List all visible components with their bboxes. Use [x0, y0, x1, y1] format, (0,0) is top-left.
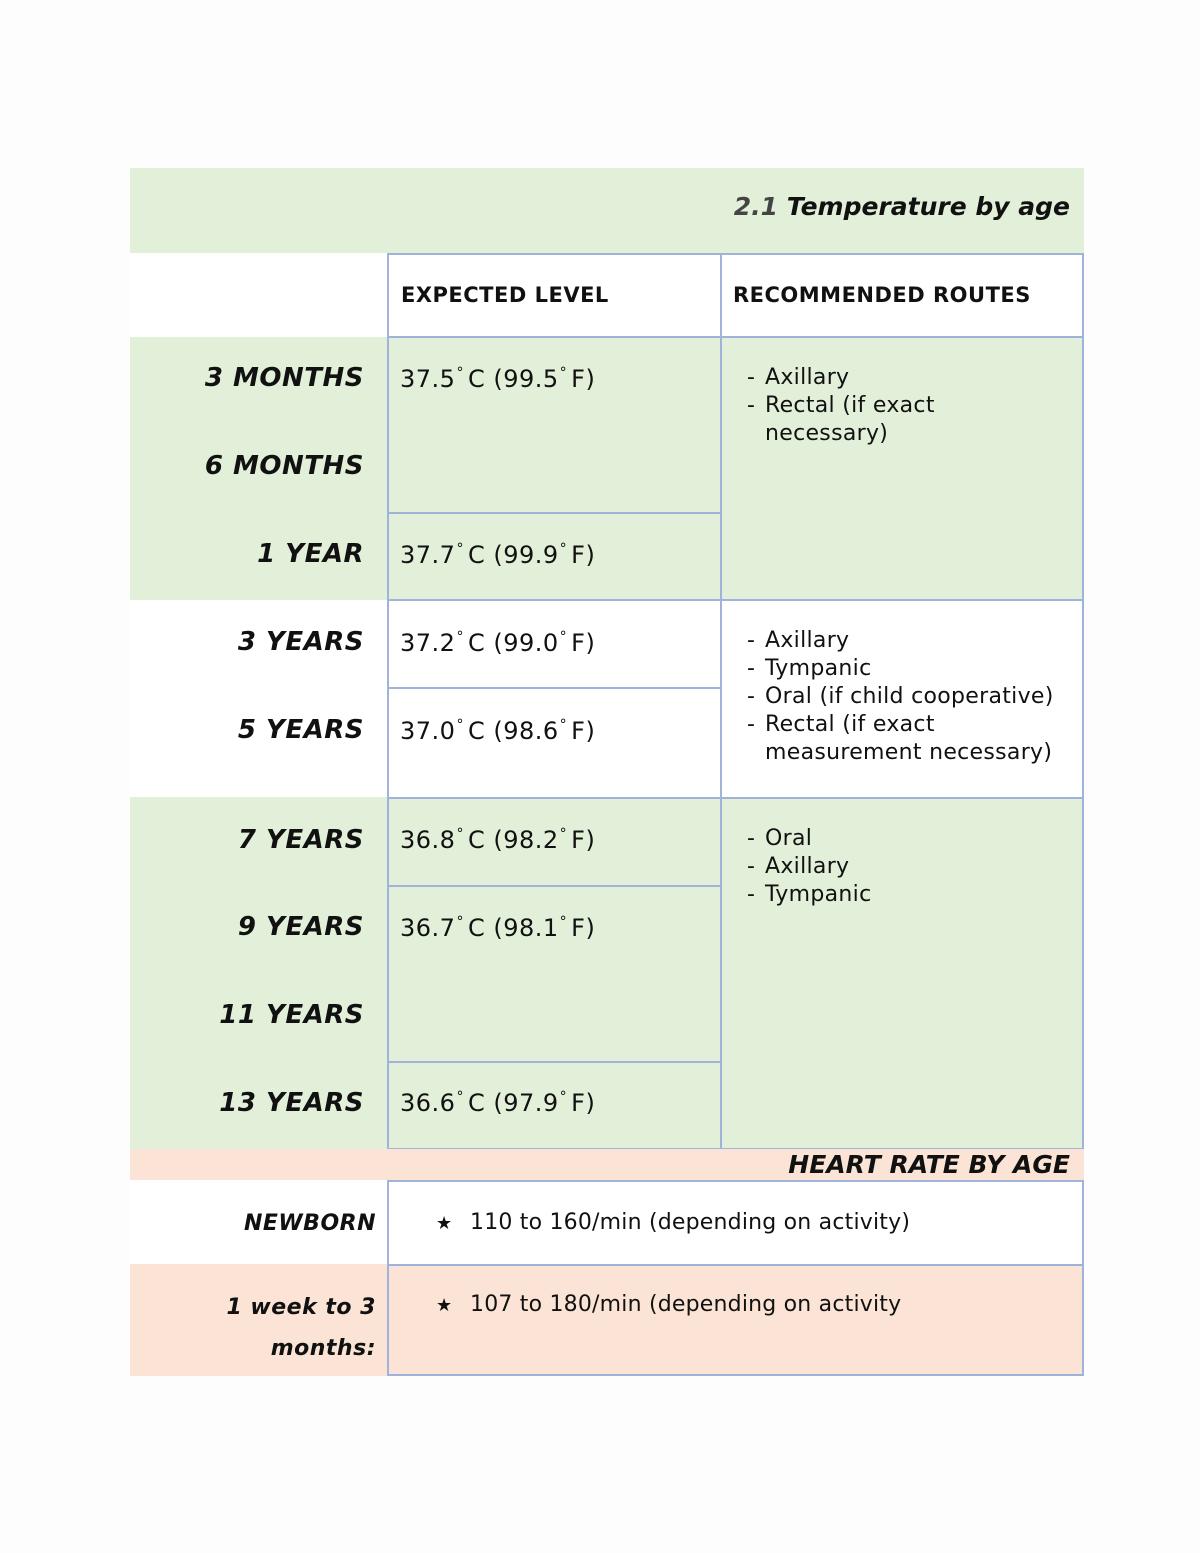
star-icon: ★	[436, 1213, 453, 1234]
age-label: 7 YEARS	[237, 825, 364, 855]
age-label: 3 YEARS	[237, 627, 364, 657]
routes-list	[747, 627, 1077, 767]
list-item: - Oral	[747, 826, 813, 851]
list-item: - Rectal (if exact measurement necessary)	[747, 712, 1053, 765]
column-header-routes: RECOMMENDED ROUTES	[733, 283, 1031, 307]
section-title: Temperature by age	[786, 192, 1070, 221]
heart-rate-title: HEART RATE BY AGE	[788, 1150, 1070, 1179]
age-label: 11 YEARS	[219, 1000, 364, 1030]
list-item: - Rectal (if exact necessary)	[747, 393, 935, 446]
temperature-level: 36.8° C (98.2° F)	[400, 826, 596, 854]
heart-rate-age: NEWBORN	[243, 1211, 376, 1236]
heart-rate-age: 1 week to 3 months:	[226, 1295, 376, 1361]
list-item: - Axillary	[747, 854, 850, 879]
column-header-expected: EXPECTED LEVEL	[401, 283, 609, 307]
age-label: 1 YEAR	[257, 539, 364, 569]
level-cell	[387, 885, 722, 1063]
temperature-level: 37.2° C (99.0° F)	[400, 629, 596, 657]
star-icon: ★	[436, 1295, 453, 1316]
age-label: 6 MONTHS	[204, 451, 364, 481]
age-label: 13 YEARS	[219, 1088, 364, 1118]
list-item: - Axillary	[747, 365, 850, 390]
temperature-title	[130, 192, 1070, 221]
age-label: 3 MONTHS	[204, 363, 364, 393]
temperature-level: 36.6° C (97.9° F)	[400, 1089, 596, 1117]
heart-rate-value: ★ 110 to 160/min (depending on activity)	[436, 1210, 911, 1235]
list-item: - Tympanic	[747, 656, 872, 681]
age-label: 5 YEARS	[237, 715, 364, 745]
list-item: - Tympanic	[747, 882, 872, 907]
list-item: - Axillary	[747, 628, 850, 653]
temperature-level: 36.7° C (98.1° F)	[400, 914, 596, 942]
heart-rate-cell	[387, 1264, 1084, 1376]
header-empty-cell	[130, 253, 387, 337]
temperature-level: 37.5° C (99.5° F)	[400, 365, 596, 393]
routes-list	[747, 364, 1072, 448]
level-cell	[387, 336, 722, 514]
routes-list	[747, 825, 1072, 909]
list-item: - Oral (if child cooperative)	[747, 684, 1054, 709]
age-label: 9 YEARS	[237, 912, 364, 942]
section-number: 2.1	[733, 192, 779, 221]
heart-rate-value: ★ 107 to 180/min (depending on activity	[436, 1292, 902, 1317]
temperature-level: 37.7° C (99.9° F)	[400, 541, 596, 569]
temperature-level: 37.0° C (98.6° F)	[400, 717, 596, 745]
